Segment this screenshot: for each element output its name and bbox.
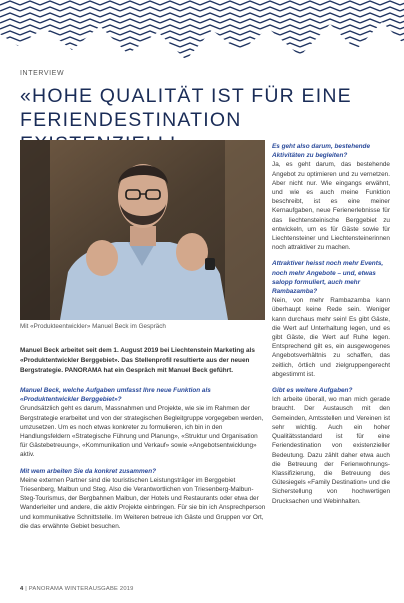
right-column	[272, 142, 390, 513]
qa-block	[272, 142, 390, 252]
page-number: 4	[20, 586, 24, 592]
question: Manuel Beck, welche Aufgaben umfasst Ihre neue Funktion als «Produktentwickler Berggebiet»?	[20, 387, 211, 404]
qa-block	[272, 259, 390, 379]
question: Mit wem arbeiten Sie da konkret zusammen?	[20, 467, 157, 475]
answer: Ich arbeite überall, wo man mich gerade braucht. Der Austausch mit den Gemeinden, Amtsstellen und Vereinen ist sehr wichtig. Auch ein hoher Qualitätsstandard ist für eine Feriendestination von existenzieller Bedeutung. Dazu zählt daher etwa auch die Betreuung der Ferienwohnungs-Klassifizierung, die Betreuung des Gütesiegels «Family Destination» und die Sicherstellung von hochwertigen Drucksachen und Webinhalten.	[272, 396, 390, 505]
page-title: «HOHE QUALITÄT IST FÜR EINE FERIENDESTINATION	[20, 85, 352, 131]
qa-block	[20, 467, 266, 531]
qa-block	[272, 386, 390, 506]
qa-block	[20, 386, 266, 460]
answer: Grundsätzlich geht es darum, Massnahmen und Projekte, wie sie im Rahmen der Bergstrategie erarbeitet und von der strategischen Begleitgruppe vorgegeben werden, umzusetzen. Um es noch etwas konkreter zu formulieren, ich bin in den Handlungsfeldern «Strategische Führung und Planung», «Struktur und Organisation für Gästebetreuung», «Kommunikation und Verkauf» sowie «Angebotsentwicklung» aktiv.	[20, 405, 264, 459]
intro-paragraph: Manuel Beck arbeitet seit dem 1. August 2019 bei Liechtenstein Marketing als «Produktentwickler Berggebiet». Das Stellenprofil resultierte aus der neuen Bergstrategie. PANORAMA hat ein Gespräch mit Manuel Beck geführt.	[20, 347, 255, 374]
page-footer	[20, 586, 134, 592]
photo-caption: Mit «Produkteentwickler» Manuel Beck im Gespräch	[20, 323, 166, 330]
answer: Ja, es geht darum, das bestehende Angebot zu optimieren und zu vernetzen. Aber nicht nur. Wie eingangs erwähnt, und wie es auch meine Funktion beschreibt, ist es eine meiner Kernaufgaben, neue Ferienerlebnisse für das liechtensteinische Berggebiet zu entwickeln, um es für Gäste sowie für Liechtensteiner und Liechtensteinerinnen noch attraktiver zu machen.	[272, 161, 390, 252]
question: Gibt es weitere Aufgaben?	[272, 387, 353, 395]
left-column	[20, 386, 266, 538]
publication-name: | PANORAMA WINTERAUSGABE 2019	[25, 586, 134, 592]
question: Attraktiver heisst noch mehr Events, noch mehr Angebote – und, etwas salopp formuliert, auch mehr Rambazamba?	[272, 260, 384, 296]
answer: Nein, von mehr Rambazamba kann überhaupt keine Rede sein. Weniger kann durchaus mehr sein! Es gibt Gäste, die Wert auf Unterhaltung legen, und es gibt Gäste, die Wert auf Ruhe legen. Entsprechend gilt es, ein ausgewogenes Angebotsverhältnis zu schaffen, das zeitlich, örtlich und zielgruppengerecht abgestimmt ist.	[272, 297, 390, 378]
question: Es geht also darum, bestehende Aktivitäten zu begleiten?	[272, 143, 371, 160]
answer: Meine externen Partner sind die touristischen Leistungsträger im Berggebiet Triesenberg, Malbun und Steg. Also die Verantwortlichen von Triesenberg-Malbun-Steg-Tourismus, der Bergbahnen Malbun, der Hotels und Restaurants oder etwa der Wanderleiter und andere, die aktiv Projekte einbringen. Für sie bin ich Ansprechperson und kommunikative Schnittstelle. Im Weiteren betreue ich Gäste und Gruppen vor Ort, die das erwähnte Gebiet besuchen.	[20, 476, 266, 530]
header-mountain-pattern	[0, 0, 404, 66]
interview-photo	[20, 140, 265, 320]
section-label: INTERVIEW	[20, 70, 65, 77]
